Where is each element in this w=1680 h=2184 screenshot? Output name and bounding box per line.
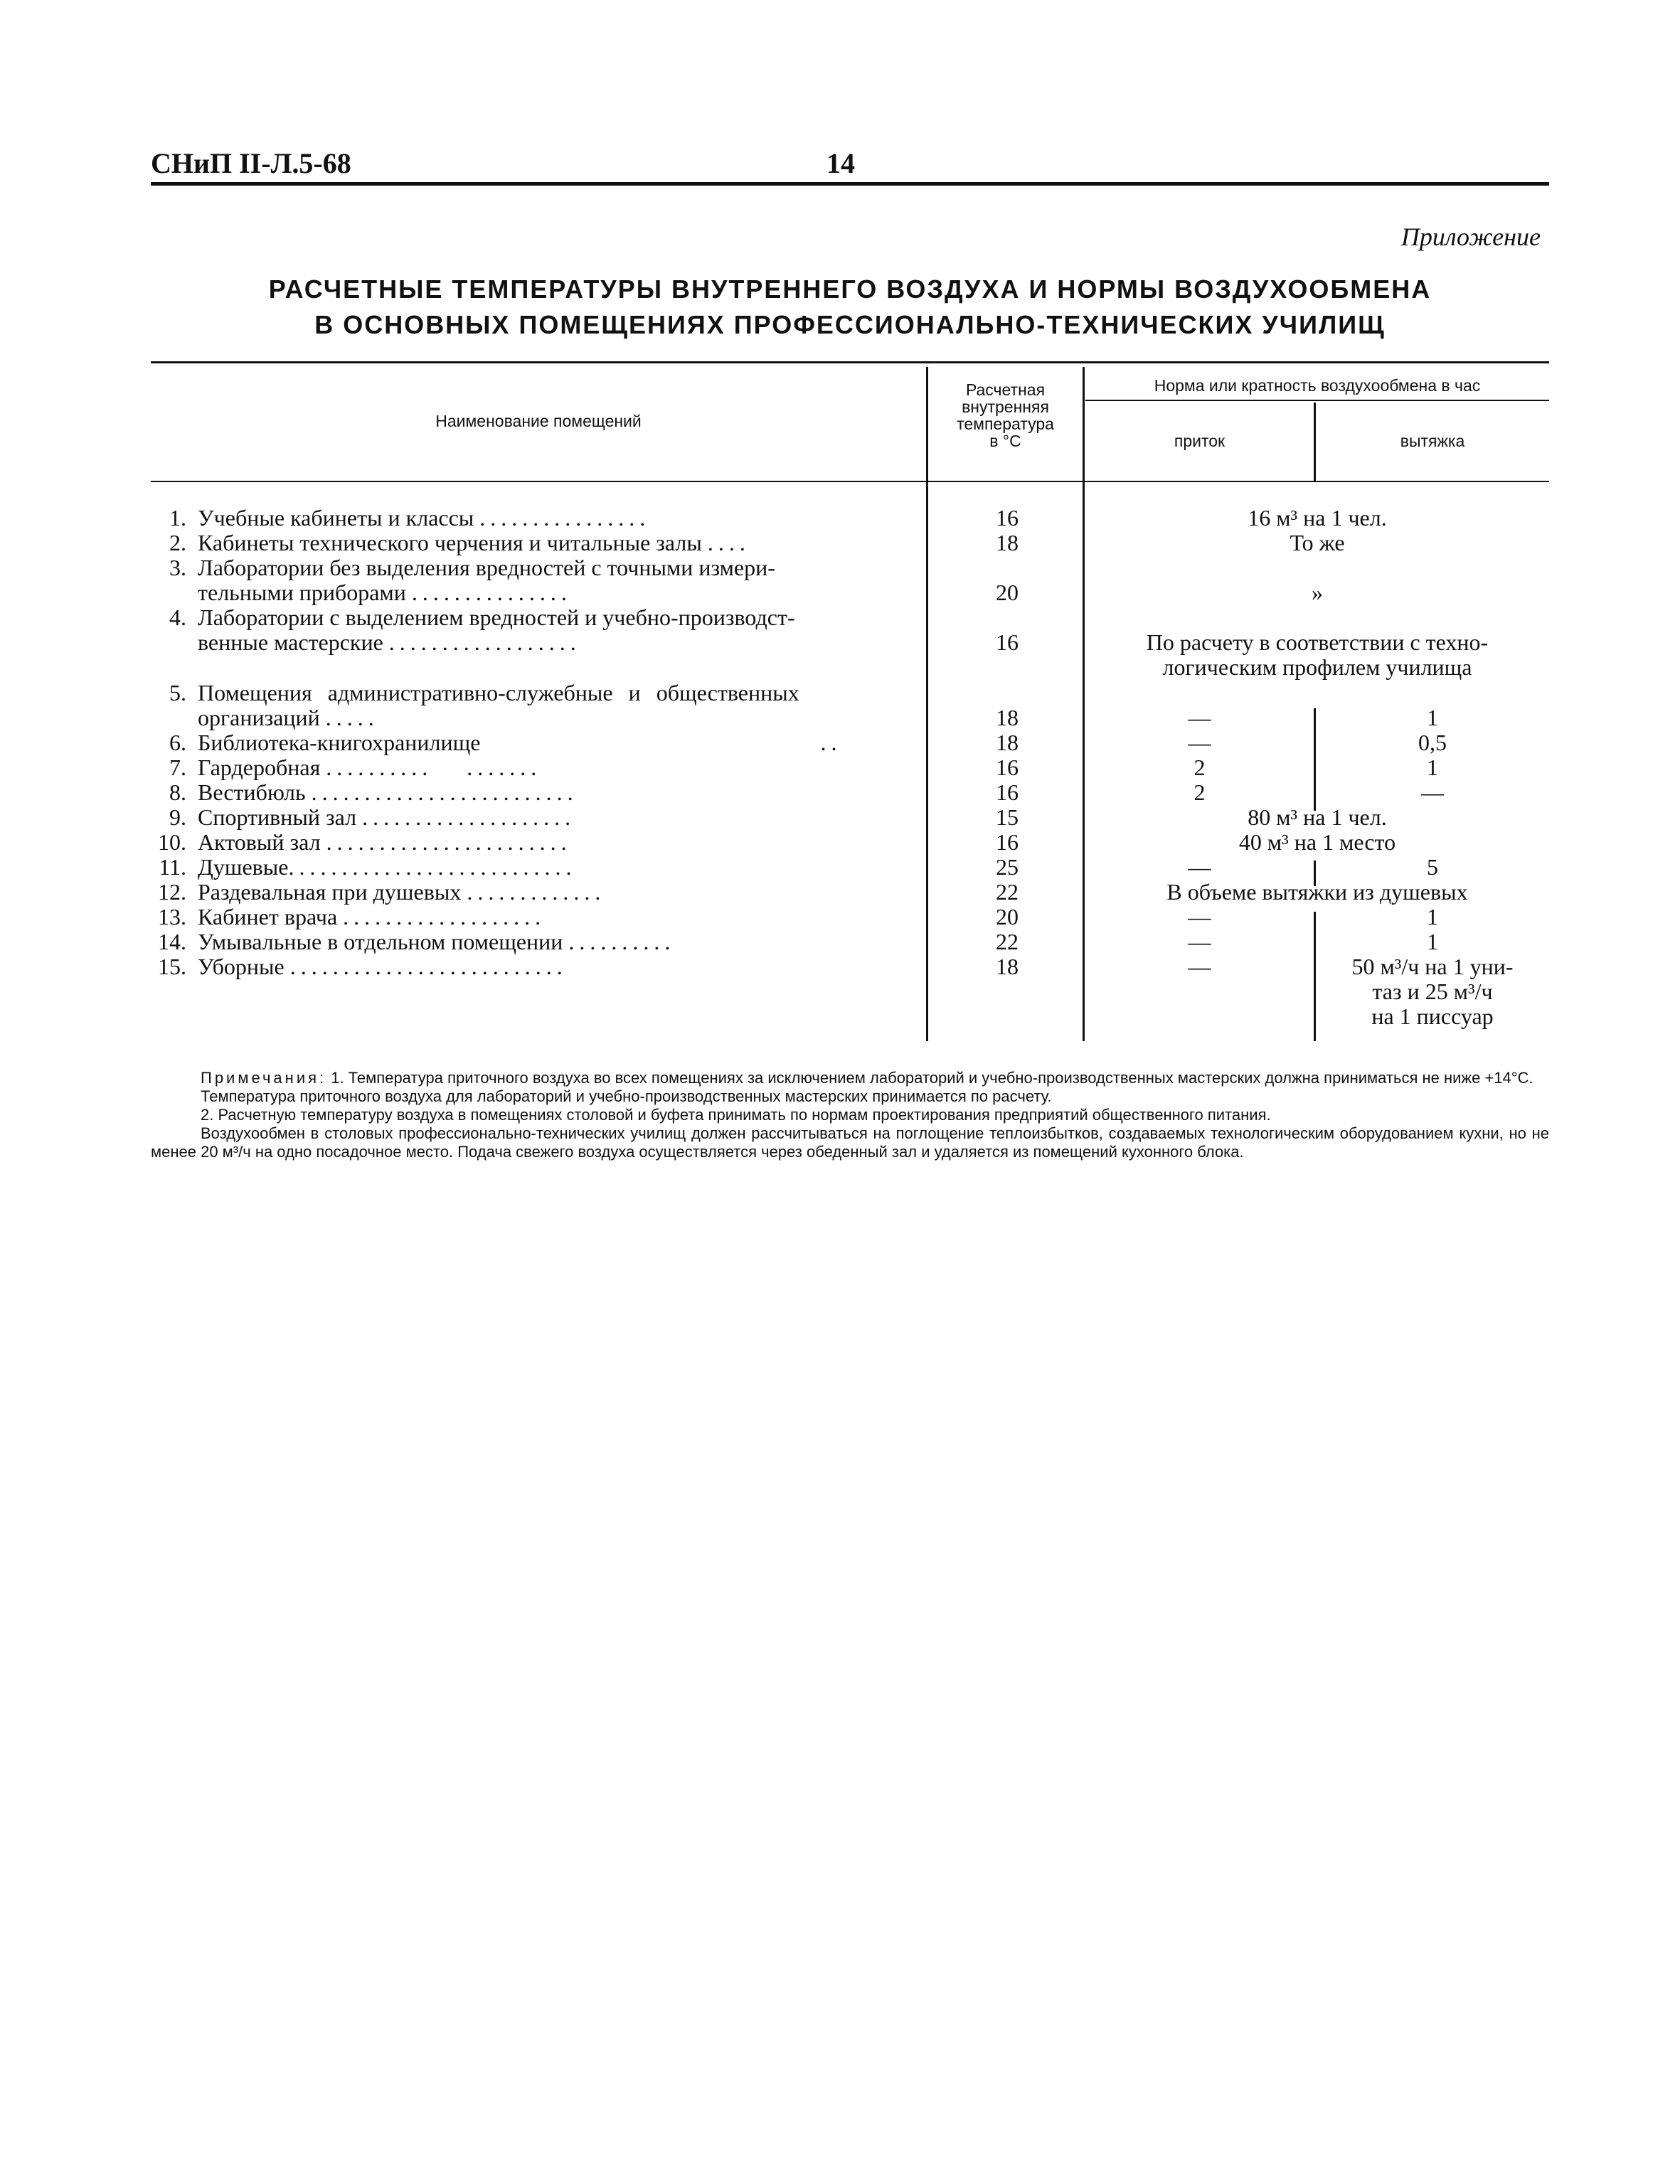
room-name-continued: организаций ..... bbox=[198, 705, 379, 730]
room-name: Кабинет врача ................... bbox=[198, 904, 546, 929]
row-number: 3. bbox=[169, 555, 186, 580]
note-1: Примечания: 1. Температура приточного воздуха во всех помещениях за исключением лабораторий и учебно-производственных мастерских должна приниматься не ниже +14°С. bbox=[201, 1069, 1533, 1087]
temperature-value: 20 bbox=[996, 580, 1019, 605]
row-number: 7. bbox=[169, 755, 186, 780]
room-name: Душевые........................... bbox=[198, 854, 577, 880]
air-exchange-value: По расчету в соответствии с техно- bbox=[1146, 629, 1489, 655]
room-name: Лаборатории с выделением вредностей и учебно-производст- bbox=[198, 604, 795, 630]
temperature-value: 16 bbox=[996, 629, 1019, 655]
room-name: Раздевальная при душевых ............. bbox=[198, 879, 606, 905]
room-name: Учебные кабинеты и классы ................ bbox=[198, 505, 651, 531]
row-number: 15. bbox=[158, 954, 186, 979]
page-title bbox=[151, 272, 1549, 343]
room-name-continued: тельными приборами ............... bbox=[198, 580, 572, 605]
supply-value: — bbox=[1188, 705, 1211, 730]
supply-value: — bbox=[1188, 954, 1211, 979]
row-number: 6. bbox=[169, 730, 186, 755]
header-exhaust: вытяжка bbox=[1400, 432, 1465, 450]
row-number: 10. bbox=[158, 829, 186, 855]
temperature-value: 16 bbox=[996, 755, 1019, 780]
header-air-exchange: Норма или кратность воздухообмена в час bbox=[1154, 376, 1481, 395]
table-top-rule bbox=[151, 361, 1549, 363]
temperature-value: 18 bbox=[996, 705, 1019, 730]
temperature-value: 18 bbox=[996, 530, 1019, 555]
exhaust-value: — bbox=[1421, 779, 1444, 805]
air-exchange-value: 40 м³ на 1 место bbox=[1238, 829, 1396, 855]
air-exchange-value: 16 м³ на 1 чел. bbox=[1248, 505, 1387, 531]
exhaust-value: 5 bbox=[1427, 854, 1438, 880]
row-number: 13. bbox=[158, 904, 186, 929]
temperature-value: 16 bbox=[996, 829, 1019, 855]
row-number: 14. bbox=[158, 929, 186, 954]
notes bbox=[151, 1069, 1549, 1161]
exhaust-value: 1 bbox=[1427, 705, 1438, 730]
row-number: 12. bbox=[158, 879, 186, 905]
header-temperature: Расчетная внутренняя температура в °С bbox=[957, 380, 1054, 450]
supply-value: 2 bbox=[1193, 779, 1206, 805]
room-name: Спортивный зал .................... bbox=[198, 804, 576, 830]
temperature-value: 25 bbox=[996, 854, 1019, 880]
exhaust-value: 0,5 bbox=[1418, 730, 1447, 755]
room-name: Помещения административно-служебные и общественных bbox=[198, 680, 799, 705]
supply-value: — bbox=[1188, 929, 1211, 954]
row-number: 2. bbox=[169, 530, 186, 555]
temperature-value: 22 bbox=[996, 929, 1019, 954]
temperature-value: 20 bbox=[996, 904, 1019, 929]
row-number: 1. bbox=[169, 505, 186, 531]
exhaust-value: 1 bbox=[1427, 755, 1438, 780]
row-number: 11. bbox=[159, 854, 186, 880]
supply-value: — bbox=[1188, 854, 1211, 880]
table-header-bottom-rule bbox=[151, 481, 1549, 482]
note-3: Воздухообмен в столовых профессионально-технических училищ должен рассчитываться на поглощение теплоизбытков, создаваемых технологическим оборудованием кухни, но не менее 20 м³/ч на одно посадочное место. Подача свежего воздуха осуществляется через обеденный зал и удаляется из помещений кухонного блока. bbox=[151, 1124, 1549, 1161]
appendix-label: Приложение bbox=[1400, 223, 1541, 251]
supply-value: — bbox=[1188, 904, 1211, 929]
temperature-value: 16 bbox=[996, 779, 1019, 805]
room-name: Библиотека-книгохранилище .. bbox=[198, 730, 842, 755]
exhaust-value: 1 bbox=[1427, 929, 1438, 954]
air-exchange-value-continued: логическим профилем училища bbox=[1162, 654, 1472, 680]
notes-label: Примечания: bbox=[201, 1069, 327, 1087]
row-number: 8. bbox=[169, 779, 186, 805]
room-name: Актовый зал ....................... bbox=[198, 829, 572, 855]
row-number: 9. bbox=[169, 804, 186, 830]
temperature-value: 18 bbox=[996, 730, 1019, 755]
header-room-name: Наименование помещений bbox=[435, 412, 642, 430]
temperature-value: 16 bbox=[996, 505, 1019, 531]
air-exchange-value: 80 м³ на 1 чел. bbox=[1248, 804, 1387, 830]
room-name: Лаборатории без выделения вредностей с точными измери- bbox=[198, 555, 775, 580]
exhaust-value-continued: таз и 25 м³/ч bbox=[1372, 979, 1493, 1004]
col-divider-2 bbox=[1083, 367, 1085, 1041]
room-name-continued: венные мастерские .................. bbox=[198, 629, 581, 655]
room-name: Уборные .......................... bbox=[198, 954, 568, 979]
room-name: Вестибюль ......................... bbox=[198, 779, 578, 805]
exhaust-value-continued: на 1 писсуар bbox=[1371, 1003, 1494, 1029]
row-number: 5. bbox=[169, 680, 186, 705]
row-number: 4. bbox=[169, 604, 186, 630]
temperature-value: 18 bbox=[996, 954, 1019, 979]
air-exchange-value: В объеме вытяжки из душевых bbox=[1166, 879, 1468, 905]
temperature-value: 22 bbox=[996, 879, 1019, 905]
supply-value: — bbox=[1188, 730, 1211, 755]
col-divider-1 bbox=[926, 367, 928, 1041]
header-supply: приток bbox=[1174, 432, 1226, 450]
note-1b: Температура приточного воздуха для лабораторий и учебно-производственных мастерских принимается по расчету. bbox=[201, 1087, 1052, 1105]
air-exchange-value: » bbox=[1312, 580, 1323, 605]
norm-header-rule bbox=[1085, 400, 1549, 401]
title-line-2: В ОСНОВНЫХ ПОМЕЩЕНИЯХ ПРОФЕССИОНАЛЬНО-ТЕХНИЧЕСКИХ УЧИЛИЩ bbox=[314, 310, 1386, 339]
document-code: СНиП II-Л.5-68 bbox=[151, 147, 351, 179]
supply-value: 2 bbox=[1193, 755, 1206, 780]
air-exchange-value: То же bbox=[1290, 530, 1345, 555]
exhaust-value: 50 м³/ч на 1 уни- bbox=[1351, 954, 1514, 979]
room-name: Кабинеты технического черчения и читальные залы .... bbox=[198, 530, 750, 555]
temperature-value: 15 bbox=[996, 804, 1019, 830]
header-rule bbox=[151, 182, 1549, 186]
note-2: 2. Расчетную температуру воздуха в помещениях столовой и буфета принимать по нормам проектирования предприятий общественного питания. bbox=[201, 1106, 1271, 1124]
page-number: 14 bbox=[826, 147, 855, 179]
title-line-1: РАСЧЕТНЫЕ ТЕМПЕРАТУРЫ ВНУТРЕННЕГО ВОЗДУХА И НОРМЫ ВОЗДУХООБМЕНА bbox=[268, 275, 1432, 304]
exhaust-value: 1 bbox=[1427, 904, 1438, 929]
room-name: Гардеробная .......... ....... bbox=[198, 755, 542, 780]
room-name: Умывальные в отдельном помещении .......... bbox=[198, 929, 676, 954]
